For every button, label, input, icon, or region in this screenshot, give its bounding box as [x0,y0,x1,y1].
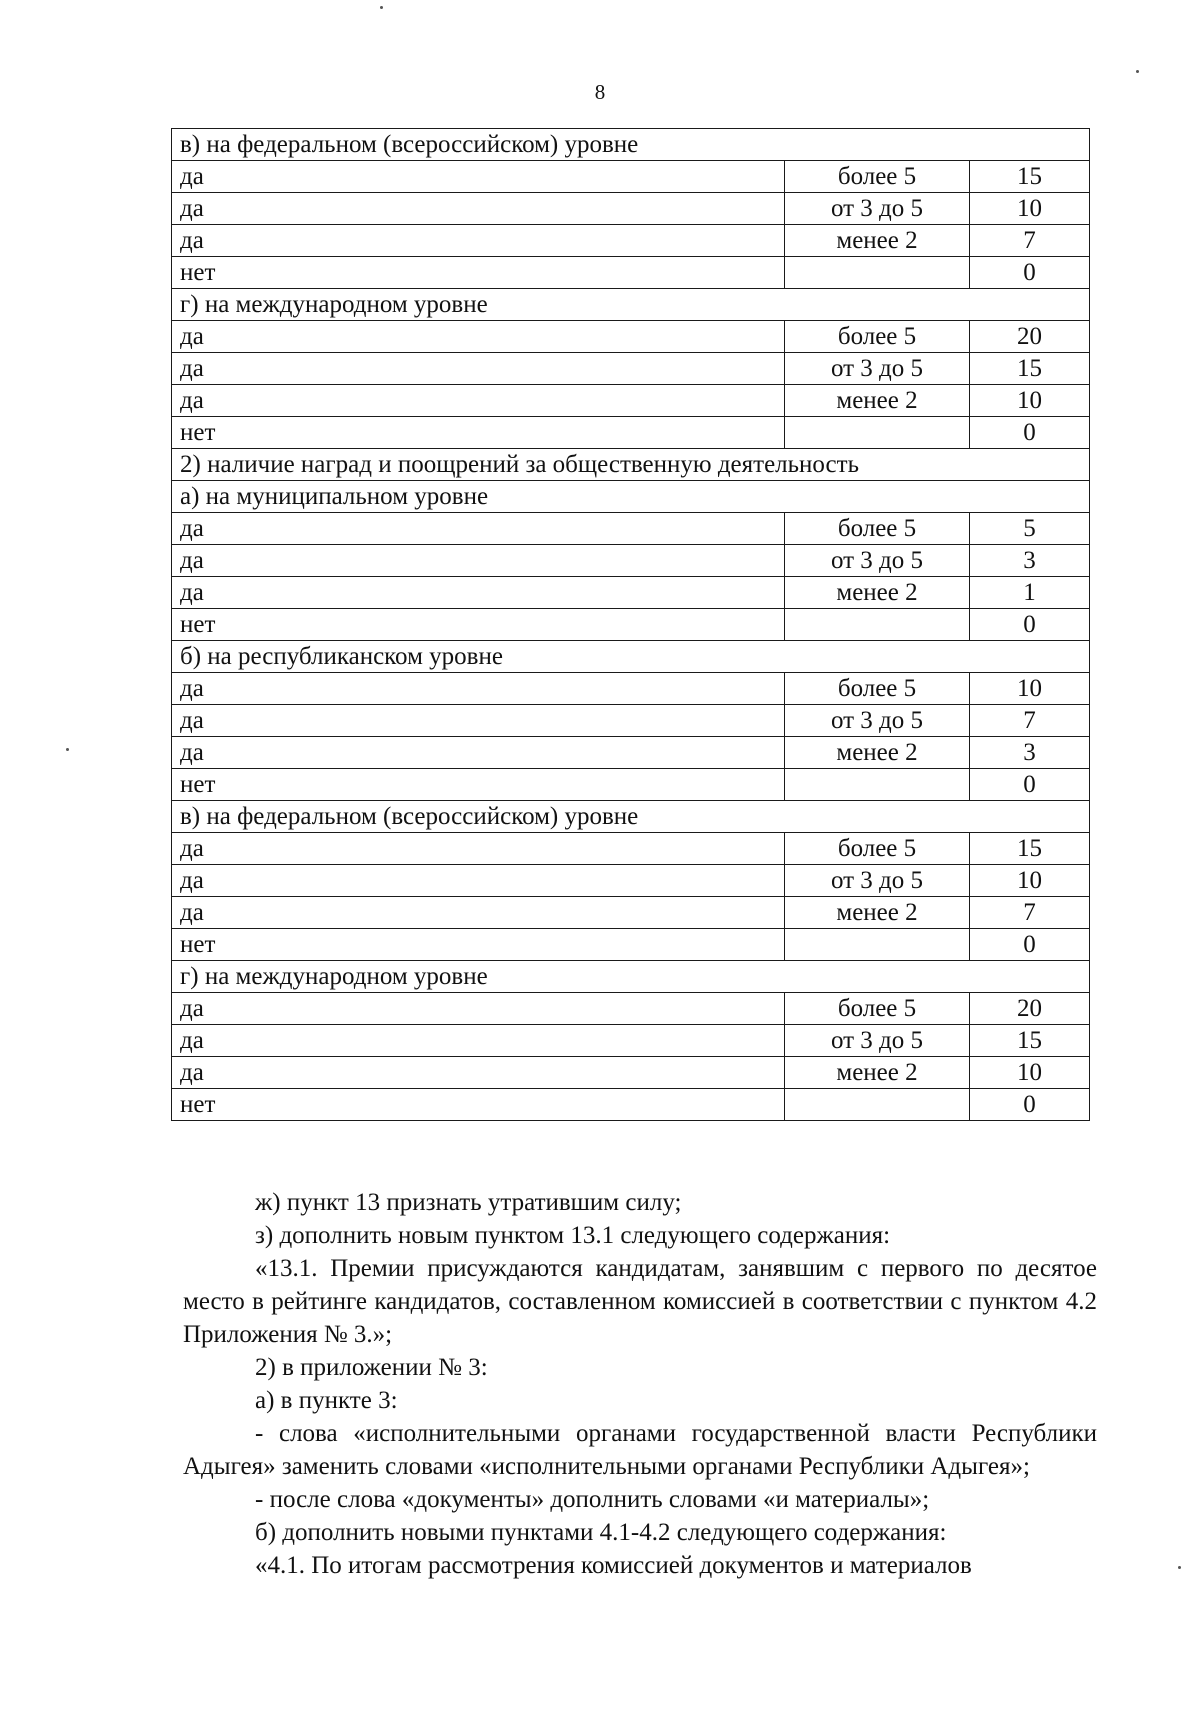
count-cell: более 5 [785,513,970,545]
count-cell: от 3 до 5 [785,353,970,385]
points-cell: 10 [970,193,1090,225]
answer-cell: да [172,161,785,193]
count-cell [785,257,970,289]
answer-cell: да [172,385,785,417]
table-row [172,1089,1090,1121]
body-text [183,1186,1097,1582]
section-heading-cell: б) на республиканском уровне [172,641,1090,673]
table-row [172,929,1090,961]
scan-speck [1178,1566,1181,1569]
paragraph: - слова «исполнительными органами государственной власти Республики Адыгея» заменить словами «исполнительными органами Республики Адыгея»; [183,1420,1097,1480]
paragraph: ж) пункт 13 признать утратившим силу; [255,1189,682,1216]
points-cell: 7 [970,705,1090,737]
answer-cell: да [172,321,785,353]
table-row [172,161,1090,193]
table-section-heading [172,641,1090,673]
points-cell: 7 [970,225,1090,257]
answer-cell: да [172,673,785,705]
points-cell: 0 [970,417,1090,449]
count-cell: менее 2 [785,737,970,769]
answer-cell: нет [172,769,785,801]
table-row [172,513,1090,545]
count-cell: менее 2 [785,1057,970,1089]
count-cell: менее 2 [785,385,970,417]
answer-cell: нет [172,1089,785,1121]
count-cell: более 5 [785,673,970,705]
table-row [172,705,1090,737]
answer-cell: да [172,513,785,545]
count-cell: от 3 до 5 [785,705,970,737]
table-row [172,897,1090,929]
table-row [172,673,1090,705]
answer-cell: да [172,353,785,385]
paragraph: а) в пункте 3: [255,1387,398,1414]
answer-cell: нет [172,417,785,449]
points-cell: 7 [970,897,1090,929]
count-cell: более 5 [785,833,970,865]
section-heading-cell: 2) наличие наград и поощрений за общественную деятельность [172,449,1090,481]
points-cell: 15 [970,161,1090,193]
section-heading-cell: в) на федеральном (всероссийском) уровне [172,129,1090,161]
section-heading-cell: г) на международном уровне [172,289,1090,321]
table-row [172,321,1090,353]
table-row [172,769,1090,801]
table-section-heading [172,801,1090,833]
table-section-heading [172,129,1090,161]
points-cell: 10 [970,1057,1090,1089]
table-row [172,1057,1090,1089]
points-cell: 15 [970,353,1090,385]
count-cell [785,417,970,449]
points-cell: 10 [970,865,1090,897]
answer-cell: да [172,705,785,737]
section-heading-cell: в) на федеральном (всероссийском) уровне [172,801,1090,833]
answer-cell: да [172,865,785,897]
table-row [172,737,1090,769]
table-row [172,865,1090,897]
section-heading-cell: а) на муниципальном уровне [172,481,1090,513]
count-cell: от 3 до 5 [785,193,970,225]
points-cell: 10 [970,385,1090,417]
table-row [172,193,1090,225]
table-row [172,353,1090,385]
table-row [172,257,1090,289]
points-cell: 0 [970,1089,1090,1121]
points-cell: 10 [970,673,1090,705]
points-cell: 0 [970,929,1090,961]
points-cell: 20 [970,993,1090,1025]
count-cell: менее 2 [785,577,970,609]
answer-cell: нет [172,257,785,289]
count-cell [785,769,970,801]
table-row [172,225,1090,257]
scoring-table [171,128,1090,1121]
table-row [172,545,1090,577]
scan-speck [1136,70,1139,73]
paragraph: «4.1. По итогам рассмотрения комиссией документов и материалов [255,1552,972,1579]
table-section-heading [172,961,1090,993]
table-row [172,833,1090,865]
answer-cell: да [172,737,785,769]
table-section-heading [172,449,1090,481]
count-cell: менее 2 [785,897,970,929]
count-cell [785,1089,970,1121]
answer-cell: да [172,993,785,1025]
answer-cell: да [172,225,785,257]
points-cell: 0 [970,609,1090,641]
paragraph: з) дополнить новым пунктом 13.1 следующего содержания: [255,1222,891,1249]
paragraph: 2) в приложении № 3: [255,1354,488,1381]
answer-cell: да [172,833,785,865]
paragraph: б) дополнить новыми пунктами 4.1-4.2 следующего содержания: [255,1519,947,1546]
answer-cell: да [172,897,785,929]
paragraph: - после слова «документы» дополнить словами «и материалы»; [255,1486,930,1513]
points-cell: 15 [970,1025,1090,1057]
points-cell: 0 [970,769,1090,801]
points-cell: 3 [970,545,1090,577]
table-row [172,577,1090,609]
table-row [172,385,1090,417]
count-cell: более 5 [785,993,970,1025]
count-cell: от 3 до 5 [785,1025,970,1057]
section-heading-cell: г) на международном уровне [172,961,1090,993]
points-cell: 1 [970,577,1090,609]
paragraph: «13.1. Премии присуждаются кандидатам, занявшим с первого по десятое место в рейтинге кандидатов, составленном комиссией в соответствии с пунктом 4.2 Приложения № 3.»; [183,1255,1097,1348]
answer-cell: да [172,1057,785,1089]
answer-cell: да [172,577,785,609]
points-cell: 0 [970,257,1090,289]
count-cell: более 5 [785,161,970,193]
count-cell: более 5 [785,321,970,353]
answer-cell: да [172,1025,785,1057]
points-cell: 15 [970,833,1090,865]
table-section-heading [172,289,1090,321]
count-cell [785,609,970,641]
answer-cell: да [172,545,785,577]
points-cell: 3 [970,737,1090,769]
page-number: 8 [594,80,606,104]
scan-speck [66,748,69,751]
table-row [172,417,1090,449]
points-cell: 5 [970,513,1090,545]
table-section-heading [172,481,1090,513]
points-cell: 20 [970,321,1090,353]
table-row [172,1025,1090,1057]
answer-cell: нет [172,929,785,961]
answer-cell: нет [172,609,785,641]
count-cell: менее 2 [785,225,970,257]
count-cell: от 3 до 5 [785,545,970,577]
count-cell [785,929,970,961]
count-cell: от 3 до 5 [785,865,970,897]
table-row [172,609,1090,641]
table-row [172,993,1090,1025]
scan-speck [380,6,383,9]
answer-cell: да [172,193,785,225]
